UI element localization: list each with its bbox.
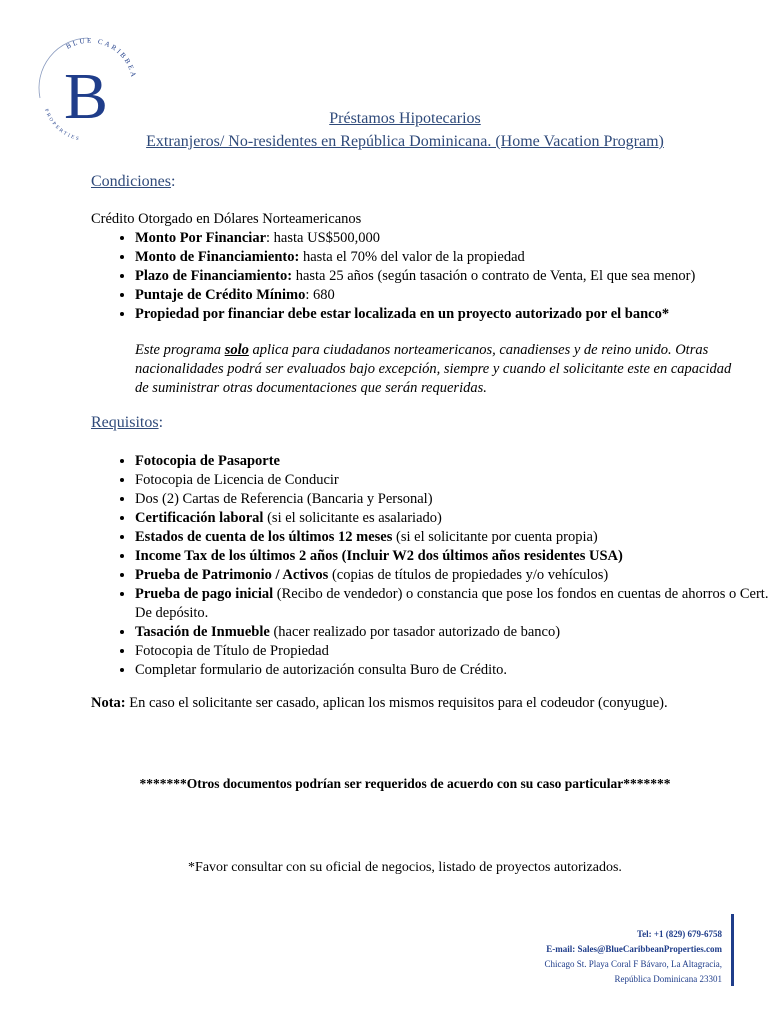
- list-item-bold: Propiedad por financiar debe estar localizada en un proyecto autorizado por el banco*: [135, 306, 670, 322]
- list-item: [135, 248, 768, 267]
- requisitos-heading: Requisitos:: [91, 414, 164, 431]
- list-item-text: : 680: [305, 287, 335, 303]
- contact-block: [545, 927, 722, 987]
- nota-label: Nota:: [91, 695, 126, 711]
- list-item: [135, 490, 768, 509]
- list-item-bold: Puntaje de Crédito Mínimo: [135, 287, 306, 303]
- list-item-bold: Tasación de Inmueble: [135, 624, 270, 640]
- list-item: [135, 267, 768, 286]
- favor-consultar-note: *Favor consultar con su oficial de negocios, listado de proyectos autorizados.: [188, 860, 622, 875]
- list-item: [135, 547, 768, 566]
- nota-text: En caso el solicitante ser casado, aplican los mismos requisitos para el codeudor (conyugue).: [125, 695, 668, 711]
- list-item: [135, 286, 768, 305]
- list-item: [135, 528, 768, 547]
- logo-arc-top: BLUE CARIBBEA: [64, 36, 138, 80]
- list-item-text: hasta el 70% del valor de la propiedad: [299, 249, 525, 265]
- list-item: [135, 661, 768, 680]
- list-item-text: (copias de títulos de propiedades y/o vehículos): [328, 567, 609, 583]
- list-item-text: Fotocopia de Licencia de Conducir: [135, 472, 339, 488]
- list-item-bold: Prueba de Patrimonio / Activos: [135, 567, 329, 583]
- program-note: Este programa solo aplica para ciudadanos norteamericanos, canadienses y de reino unido. Otras nacionalidades podrá ser evaluados bajo excepción, siempre y cuando el solicitante este en capacidad de suministrar otras documentaciones que serán requeridas.: [135, 342, 732, 396]
- list-item: [135, 642, 768, 661]
- contact-address-2: República Dominicana 23301: [614, 974, 722, 984]
- condiciones-intro: Crédito Otorgado en Dólares Norteamericanos: [91, 211, 362, 227]
- nota-paragraph: [91, 695, 668, 712]
- list-item-text: (si el solicitante es asalariado): [263, 510, 442, 526]
- list-item-bold: Monto Por Financiar: [135, 230, 267, 246]
- list-item-text: (si el solicitante por cuenta propia): [392, 529, 598, 545]
- list-item-text: (Recibo de vendedor) o constancia que pose los fondos en cuentas de ahorros o Cert. De depósito.: [135, 586, 768, 621]
- contact-address-1: Chicago St. Playa Coral F Bávaro, La Altagracia,: [544, 959, 722, 969]
- list-item-bold: Monto de Financiamiento:: [135, 249, 300, 265]
- list-item-text: : hasta US$500,000: [266, 230, 381, 246]
- list-item: [135, 566, 768, 585]
- list-item-bold: Plazo de Financiamiento:: [135, 268, 293, 284]
- list-item: [135, 509, 768, 528]
- logo-arc-bottom: PROPERTIES: [43, 108, 81, 143]
- list-item: [135, 471, 768, 490]
- list-item-bold: Fotocopia de Pasaporte: [135, 453, 280, 469]
- list-item: [135, 585, 768, 623]
- contact-tel: Tel: +1 (829) 679-6758: [636, 929, 722, 939]
- list-item: [135, 229, 768, 248]
- list-item-text: hasta 25 años (según tasación o contrato de Venta, El que sea menor): [292, 268, 696, 284]
- list-item-text: Dos (2) Cartas de Referencia (Bancaria y Personal): [135, 491, 433, 507]
- condiciones-list: [91, 229, 768, 324]
- list-item-text: Completar formulario de autorización consulta Buro de Crédito.: [135, 662, 508, 678]
- company-logo: [28, 28, 148, 148]
- list-item: [135, 623, 768, 642]
- condiciones-heading: Condiciones:: [91, 173, 176, 190]
- list-item-text: Fotocopia de Título de Propiedad: [135, 643, 329, 659]
- contact-email[interactable]: E-mail: Sales@BlueCaribbeanProperties.com: [546, 944, 722, 954]
- list-item-text: (hacer realizado por tasador autorizado de banco): [269, 624, 561, 640]
- footer-divider: [731, 914, 734, 986]
- list-item-bold: Prueba de pago inicial: [135, 586, 274, 602]
- title-line-2: Extranjeros/ No-residentes en República Dominicana. (Home Vacation Program): [146, 133, 664, 150]
- list-item-bold: Income Tax de los últimos 2 años (Incluir W2 dos últimos años residentes USA): [135, 548, 623, 564]
- list-item-bold: Certificación laboral: [135, 510, 264, 526]
- logo-letter: B: [63, 60, 109, 133]
- list-item-bold: Estados de cuenta de los últimos 12 meses: [135, 529, 393, 545]
- title-line-1: Préstamos Hipotecarios: [329, 110, 481, 127]
- otros-documentos-note: *******Otros documentos podrían ser requeridos de acuerdo con su caso particular*******: [139, 776, 671, 791]
- list-item: [135, 305, 768, 324]
- list-item: [135, 452, 768, 471]
- requisitos-list: [91, 452, 768, 680]
